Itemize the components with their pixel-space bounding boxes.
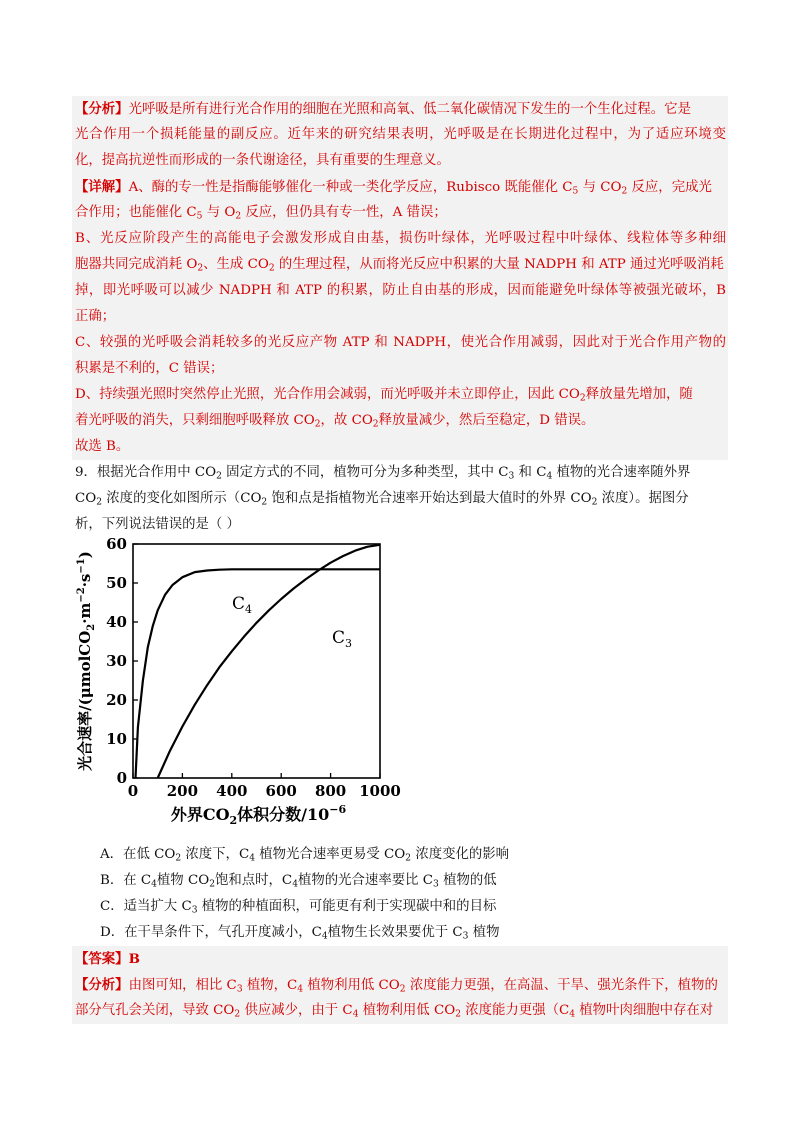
analysis2-text: 供应减少，由于 C xyxy=(240,1003,353,1018)
detail-text: D、持续强光照时突然停止光照，光合作用会减弱，而光呼吸并未立即停止，因此 CO xyxy=(75,387,580,402)
detail-line-b4: 正确； xyxy=(75,309,116,324)
series-line-c3 xyxy=(158,545,380,778)
option-text: 饱和点时，C xyxy=(214,873,293,888)
analysis2-line-1 xyxy=(72,972,728,998)
detail-line-b2 xyxy=(72,252,728,278)
subscript: 4 xyxy=(321,931,328,942)
answer-block xyxy=(72,946,728,1024)
detail-text: 反应，完成光 xyxy=(627,180,712,195)
subscript: 3 xyxy=(236,984,243,995)
x-axis-title-exponent: −6 xyxy=(329,803,347,816)
subscript: 5 xyxy=(572,186,579,197)
y-axis-title-subscript: 2 xyxy=(86,623,97,631)
analysis2-text: 由图可知，相比 C xyxy=(128,978,237,993)
analysis-line xyxy=(72,96,728,122)
detail-line-c1: C、较强的光呼吸会消耗较多的光反应产物 ATP 和 NADPH，使光合作用减弱，因此对于光合作用产物的 xyxy=(75,335,726,350)
detail-text: 的生理过程，从而将光反应中积累的大量 NADPH 和 ATP 通过光呼吸消耗 xyxy=(274,257,724,272)
subscript: 2 xyxy=(372,419,379,430)
chart-curves xyxy=(136,545,381,778)
answer-line xyxy=(72,946,728,972)
analysis2-text: 植物叶肉细胞中存在对 xyxy=(575,1003,714,1018)
chart-text xyxy=(76,538,401,827)
subscript: 2 xyxy=(314,419,321,430)
subscript: 2 xyxy=(455,1009,461,1020)
option-text: 植物光合速率更易受 CO xyxy=(255,847,406,862)
option-text: D．在干旱条件下，气孔开度减小，C xyxy=(100,925,322,940)
subscript: 2 xyxy=(261,497,268,508)
subscript: 4 xyxy=(292,879,298,890)
y-axis-title xyxy=(76,551,97,771)
option-text: C．适当扩大 C xyxy=(100,899,192,914)
detail-text: 反应，但仍具有专一性，A 错误； xyxy=(241,205,447,220)
y-tick-label: 60 xyxy=(106,538,127,553)
analysis-line: 化，提高抗逆性而形成的一条代谢途径，具有重要的生理意义。 xyxy=(75,153,450,168)
subscript: 2 xyxy=(399,984,406,995)
option-text: 植物的光合速率要比 C xyxy=(297,873,434,888)
detail-line-b1: B、光反应阶段产生的高能电子会激发形成自由基，损伤叶绿体，光呼吸过程中叶绿体、线粒体等多种细 xyxy=(75,231,726,246)
detail-text: ，故 CO xyxy=(320,413,373,428)
question-line-1 xyxy=(72,460,728,486)
x-axis-title xyxy=(171,803,347,827)
subscript: 2 xyxy=(591,497,598,508)
detail-conclusion: 故选 B。 xyxy=(75,439,130,454)
analysis-tag: 【分析】 xyxy=(75,101,129,117)
detail-text: 、生成 CO xyxy=(203,257,269,272)
question-text: 9．根据光合作用中 CO xyxy=(75,465,217,480)
analysis2-line-2 xyxy=(72,998,728,1024)
analysis-line: 光合作用一个损耗能量的副反应。近年来的研究结果表明，光呼吸是在长期进化过程中，为了适应环境变 xyxy=(75,127,726,142)
worksheet-page xyxy=(72,96,728,1024)
option-text: 浓度下，C xyxy=(181,847,250,862)
analysis2-text: 植物利用低 CO xyxy=(358,1003,456,1018)
y-tick-label: 30 xyxy=(106,652,127,670)
detail-text: 释放量先增加，随 xyxy=(585,387,693,402)
y-axis-title-text: ) xyxy=(76,551,94,559)
y-tick-label: 20 xyxy=(106,691,127,709)
detail-line-a2 xyxy=(72,200,728,226)
detail-line-b3: 掉，即光呼吸可以减少 NADPH 和 ATP 的积累，防止自由基的形成，因而能避免叶绿体等被强光破坏，B xyxy=(75,283,726,298)
analysis2-text: 部分气孔会关闭，导致 CO xyxy=(75,1003,235,1018)
y-axis-title-exponent: −2 xyxy=(76,587,87,603)
x-tick-label: 0 xyxy=(127,782,139,800)
analysis2-text: 浓度能力更强，在高温、干旱、强光条件下，植物的 xyxy=(405,978,718,993)
y-tick-label: 10 xyxy=(106,730,127,748)
option-b xyxy=(72,868,728,894)
x-tick-label: 600 xyxy=(265,782,297,800)
subscript: 4 xyxy=(151,879,157,890)
series-label-c4: $C_4$ xyxy=(232,594,253,616)
subscript: 2 xyxy=(175,853,182,864)
y-axis-title-text: ·m xyxy=(76,602,94,624)
option-a xyxy=(72,842,728,868)
option-text: 植物 xyxy=(468,925,500,940)
question-text: 和 C xyxy=(514,465,547,480)
subscript: 2 xyxy=(621,186,628,197)
question-text: 浓度）。据图分 xyxy=(597,491,689,506)
option-text: 植物的种植面积，可能更有利于实现碳中和的目标 xyxy=(197,899,497,914)
option-text: 植物生长效果要优于 C xyxy=(327,925,463,940)
series-label-subscript: 3 xyxy=(345,637,353,650)
detail-tag: 【详解】 xyxy=(75,179,129,195)
subscript: 4 xyxy=(352,1009,359,1020)
series-label-subscript: 4 xyxy=(245,603,253,616)
analysis2-text: 植物，C xyxy=(242,978,298,993)
x-tick-label: 200 xyxy=(166,782,199,800)
subscript: 5 xyxy=(196,211,203,222)
analysis2-tag: 【分析】 xyxy=(75,977,129,993)
subscript: 2 xyxy=(268,263,275,274)
subscript: 2 xyxy=(209,879,215,890)
detail-text: 着光呼吸的消失，只剩细胞呼吸释放 CO xyxy=(75,413,315,428)
subscript: 2 xyxy=(96,497,103,508)
subscript: 3 xyxy=(462,931,469,942)
question-text: 饱和点是指植物光合速率开始达到最大值时的外界 CO xyxy=(267,491,592,506)
question-line-2 xyxy=(72,486,728,512)
subscript: 4 xyxy=(249,853,255,864)
option-d xyxy=(72,920,728,946)
analysis-text: 光呼吸是所有进行光合作用的细胞在光照和高氧、低二氧化碳情况下发生的一个生化过程。它是 xyxy=(128,102,691,117)
analysis2-text: 植物利用低 CO xyxy=(303,978,400,993)
y-axis-title-text: 光合速率/(μmolCO xyxy=(76,630,94,771)
analysis2-text: 浓度能力更强（C xyxy=(460,1003,570,1018)
question-line-3: 析，下列说法错误的是（ ） xyxy=(75,517,240,532)
detail-text: 胞器共同完成消耗 O xyxy=(75,257,198,272)
subscript: 4 xyxy=(297,984,304,995)
detail-line-d1 xyxy=(72,382,728,408)
answer-tag: 【答案】 xyxy=(75,951,129,967)
y-tick-label: 50 xyxy=(106,574,127,592)
subscript: 3 xyxy=(433,879,439,890)
question-text: CO xyxy=(75,491,97,506)
subscript: 3 xyxy=(508,471,515,482)
chart-svg xyxy=(72,538,728,842)
x-axis-title-text: 体积分数/10 xyxy=(237,805,330,824)
subscript: 2 xyxy=(405,853,412,864)
y-axis-title-text: ·s xyxy=(76,573,94,588)
y-tick-label: 0 xyxy=(116,769,127,787)
answer-value: B xyxy=(128,951,140,967)
subscript: 2 xyxy=(579,393,586,404)
x-axis-title-subscript: 2 xyxy=(229,814,238,827)
explanation-block xyxy=(72,96,728,460)
subscript: 4 xyxy=(569,1009,576,1020)
option-text: 植物的低 xyxy=(438,873,497,888)
option-text: 植物 CO xyxy=(156,873,210,888)
photosynthesis-chart xyxy=(72,538,728,842)
subscript: 4 xyxy=(546,471,553,482)
x-axis-title-text: 外界CO xyxy=(170,805,230,824)
question-text: 浓度的变化如图所示（CO xyxy=(102,491,262,506)
detail-text: 与 CO xyxy=(578,180,622,195)
question-text: 植物的光合速率随外界 xyxy=(552,465,691,480)
y-tick-label: 40 xyxy=(106,613,127,631)
detail-line-a1 xyxy=(72,174,728,200)
subscript: 2 xyxy=(197,263,204,274)
detail-line-d2 xyxy=(72,408,728,434)
option-text: A．在低 CO xyxy=(100,847,176,862)
subscript: 2 xyxy=(235,211,242,222)
option-text: B．在 C xyxy=(100,873,152,888)
series-label-c3: $C_3$ xyxy=(332,628,353,650)
x-tick-label: 400 xyxy=(216,782,248,800)
chart-axes xyxy=(133,544,380,778)
option-text: 浓度变化的影响 xyxy=(411,847,510,862)
plot-frame xyxy=(133,544,380,778)
y-axis-title-exponent: −1 xyxy=(76,558,87,574)
x-tick-label: 1000 xyxy=(359,782,401,800)
x-tick-label: 800 xyxy=(314,782,347,800)
detail-text: 与 O xyxy=(202,205,236,220)
detail-text: A、酶的专一性是指酶能够催化一种或一类化学反应，Rubisco 既能催化 C xyxy=(128,180,573,195)
subscript: 2 xyxy=(216,471,222,482)
detail-line-c2: 积累是不利的，C 错误； xyxy=(75,361,224,376)
detail-text: 合作用；也能催化 C xyxy=(75,205,197,220)
question-text: 固定方式的不同，植物可分为多种类型，其中 C xyxy=(221,465,509,480)
detail-text: 释放量减少，然后至稳定，D 错误。 xyxy=(378,413,595,428)
subscript: 3 xyxy=(191,905,198,916)
option-c xyxy=(72,894,728,920)
subscript: 2 xyxy=(234,1009,241,1020)
